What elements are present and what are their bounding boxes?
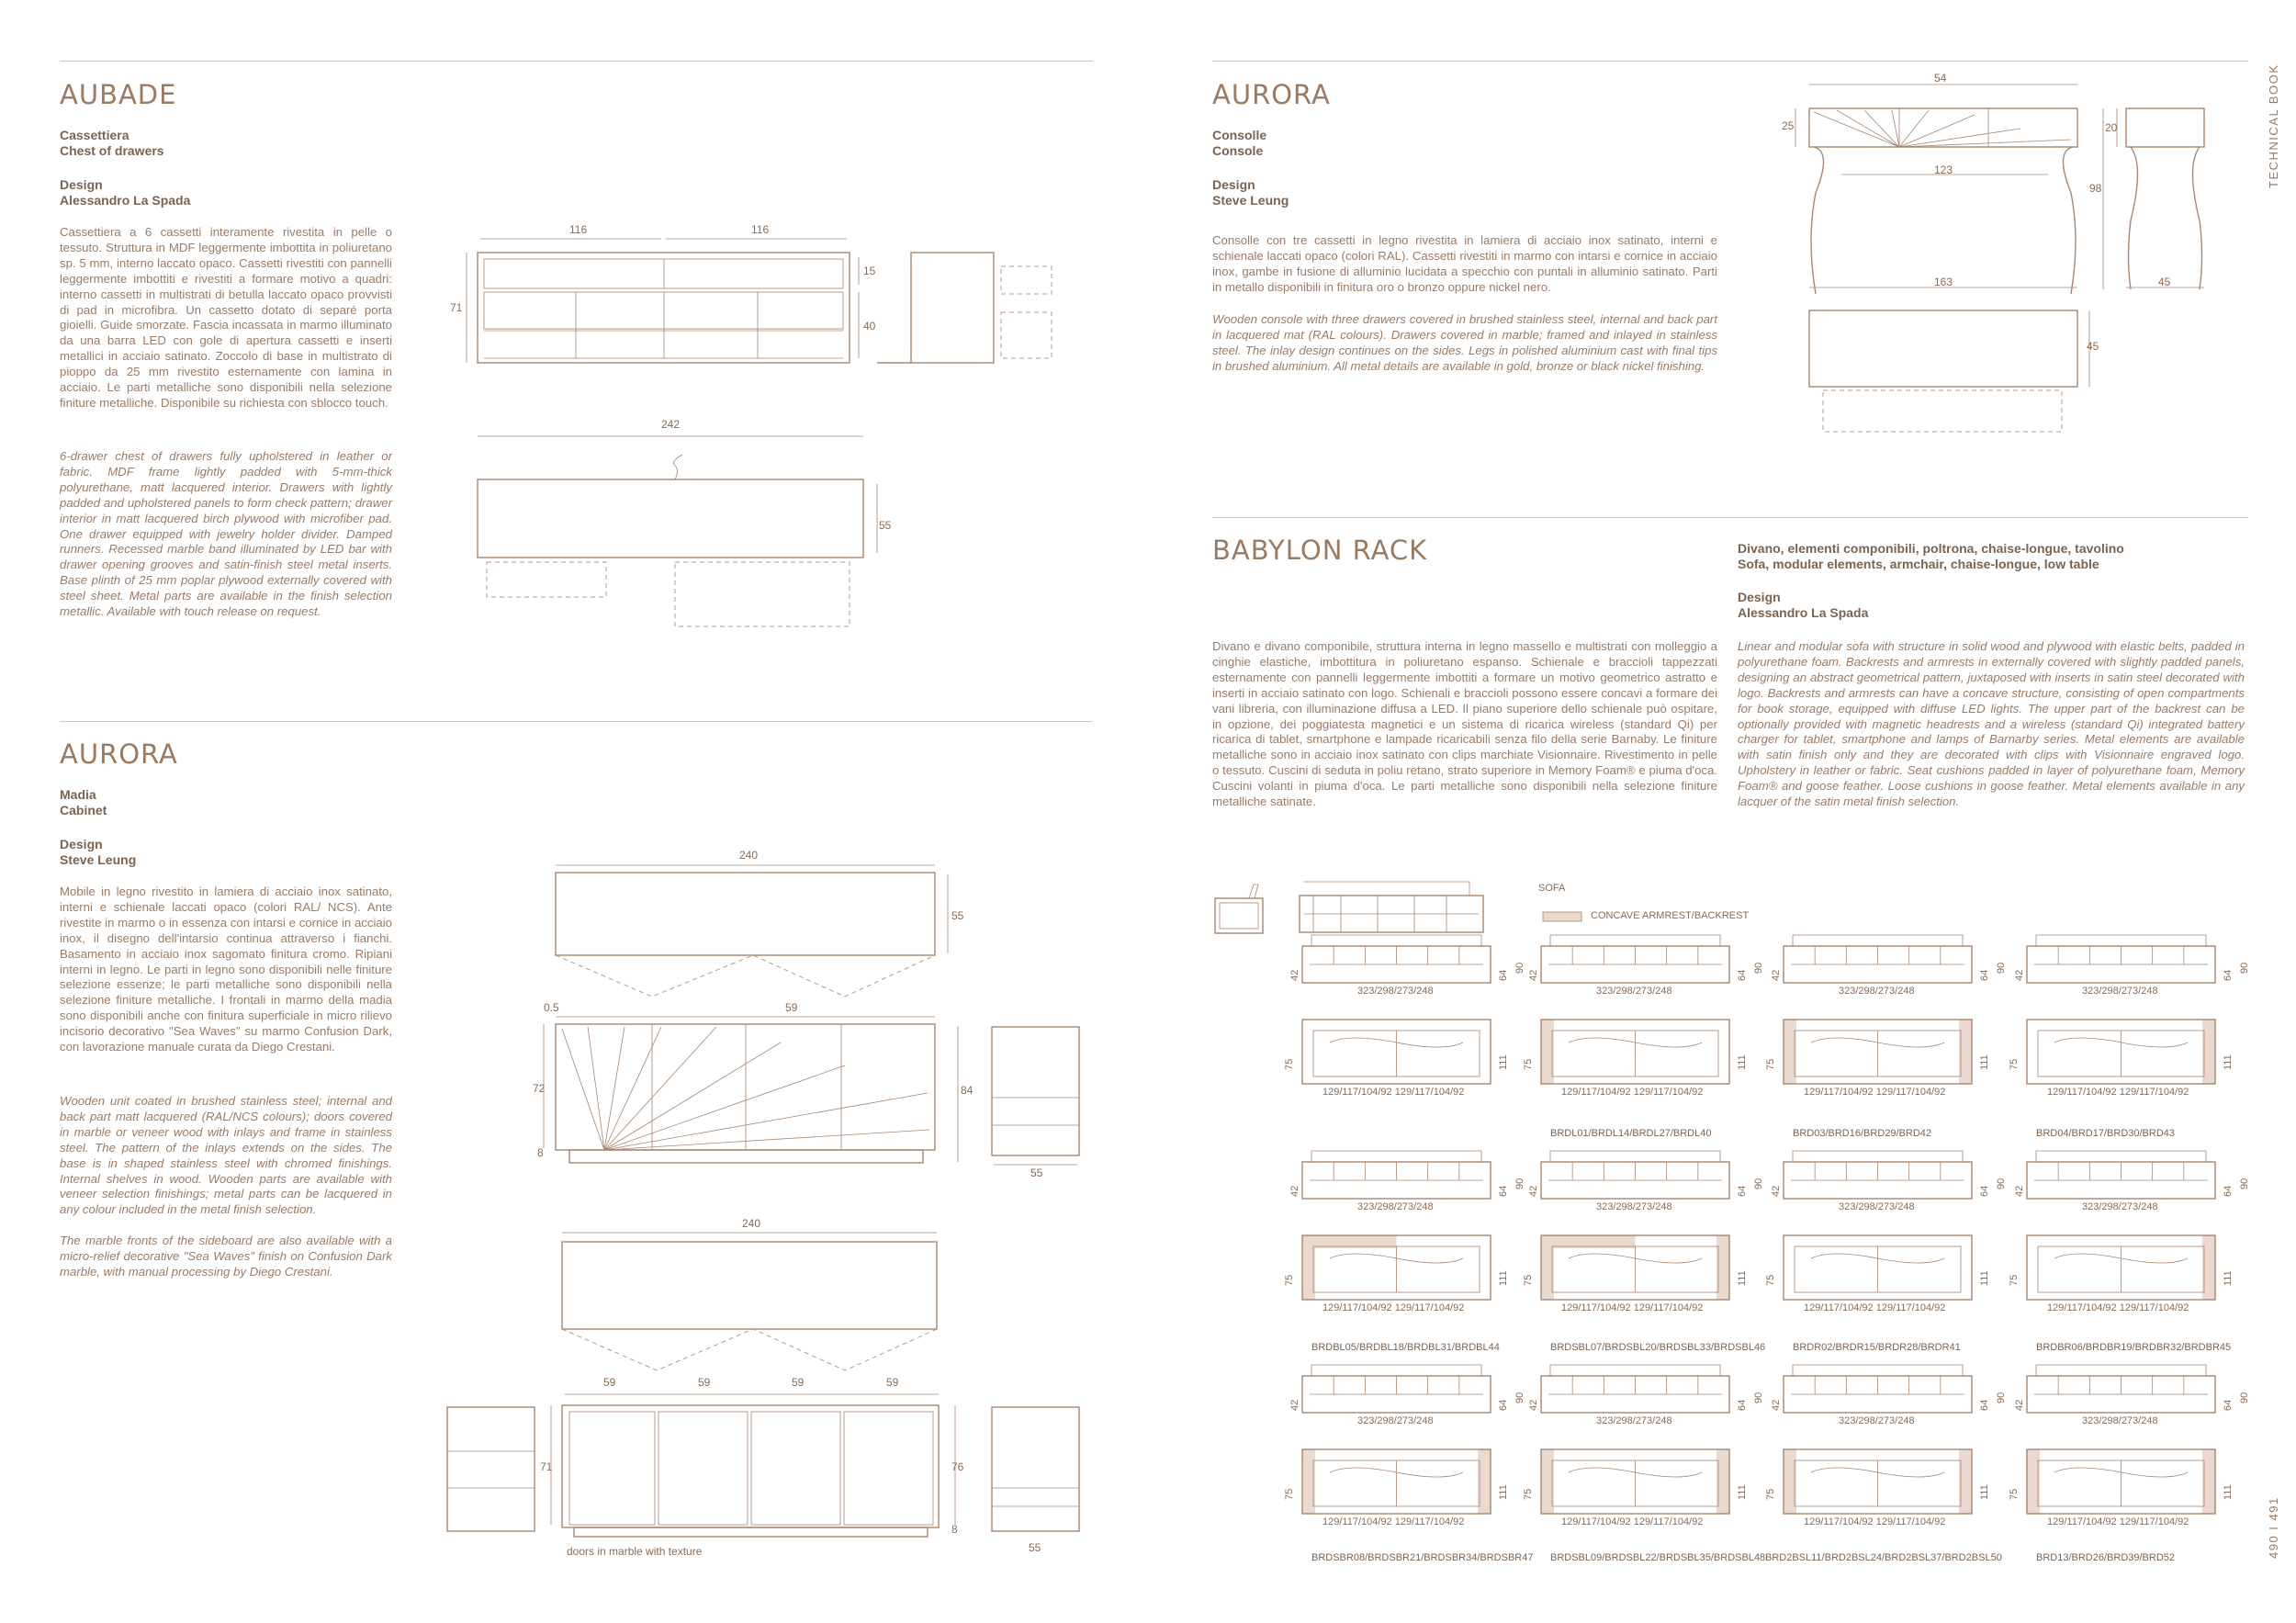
- console-dim-total: 163: [1934, 276, 1953, 288]
- sofa-depth-label: 129/117/104/92 129/117/104/92: [1804, 1516, 1946, 1527]
- sofa-code-label: BRDSBL09/BRDSBL22/BRDSBL35/BRDSBL48: [1550, 1552, 1766, 1563]
- sofa-h64-label: 64: [1498, 1399, 1509, 1411]
- legend-sofa: SOFA: [1538, 883, 1566, 894]
- sofa-depth-label: 129/117/104/92 129/117/104/92: [1322, 1302, 1465, 1313]
- sofa-h42-label: 42: [1289, 969, 1300, 981]
- sofa-code-label: BRD03/BRD16/BRD29/BRD42: [1793, 1128, 1932, 1139]
- sofa-h90-label: 90: [1996, 962, 2007, 974]
- sofa-h75-label: 75: [2009, 1274, 2020, 1286]
- sofa-code-label: BRDSBL07/BRDSBL20/BRDSBL33/BRDSBL46: [1550, 1342, 1766, 1353]
- technical-book-label: TECHNICAL BOOK: [2267, 63, 2280, 188]
- console-dim-h98: 98: [2089, 182, 2102, 195]
- console-dim-side: 45: [2158, 276, 2171, 288]
- aurora-cabinet-top-drawing-2: [562, 1233, 937, 1370]
- sofa-width-label: 323/298/273/248: [1596, 1201, 1672, 1212]
- aurora-console-design: Design Steve Leung: [1212, 177, 1289, 208]
- sofa-width-label: 323/298/273/248: [2082, 1201, 2158, 1212]
- sofa-h90-label: 90: [1514, 1392, 1525, 1403]
- aubade-top-drawing: [478, 436, 877, 626]
- cabinet-dim-d2: 59: [698, 1376, 711, 1389]
- sofa-h75-label: 75: [1284, 1488, 1295, 1500]
- sofa-h42-label: 42: [2014, 1399, 2025, 1411]
- sofa-width-label: 323/298/273/248: [1357, 1201, 1434, 1212]
- sofa-h64-label: 64: [1737, 1185, 1748, 1197]
- aurora-console-subtitle: Consolle Console: [1212, 128, 1267, 158]
- cabinet-dim-h76: 76: [951, 1460, 964, 1473]
- console-dim-h25: 25: [1782, 119, 1795, 132]
- aubade-side-drawing: [877, 253, 1052, 363]
- cabinet-dim-top-w: 240: [739, 849, 759, 862]
- aubade-dim-w1: 116: [569, 223, 588, 236]
- sofa-width-label: 323/298/273/248: [1357, 986, 1434, 997]
- sofa-depth-label: 129/117/104/92 129/117/104/92: [1322, 1516, 1465, 1527]
- sofa-h111-label: 111: [2223, 1270, 2234, 1286]
- sofa-width-label: 323/298/273/248: [1839, 1415, 1915, 1426]
- aurora-cabinet-front-drawing: [544, 1017, 958, 1163]
- sofa-width-label: 323/298/273/248: [1839, 1201, 1915, 1212]
- sofa-h64-label: 64: [1498, 969, 1509, 981]
- sofa-depth-label: 129/117/104/92 129/117/104/92: [1561, 1516, 1704, 1527]
- aurora-cabinet-text-en2: The marble fronts of the sideboard are also available with a micro-relief decorative "Sea Waves" finish on Confusion Dark marble, with manual processing by Diego Crestani.: [60, 1234, 392, 1279]
- sofa-code-label: BRDBL05/BRDBL18/BRDBL31/BRDBL44: [1311, 1342, 1500, 1353]
- aubade-dim-total: 242: [661, 418, 681, 431]
- sofa-h64-label: 64: [1737, 969, 1748, 981]
- aurora-cabinet-side-drawing: [992, 1027, 1079, 1165]
- cabinet-dim-h84: 84: [961, 1084, 974, 1097]
- sofa-depth-label: 129/117/104/92 129/117/104/92: [1804, 1087, 1946, 1098]
- sofa-h75-label: 75: [2009, 1058, 2020, 1070]
- sofa-code-label: BRD2BSL11/BRD2BSL24/BRD2BSL37/BRD2BSL50: [1765, 1552, 2002, 1563]
- cabinet-dim-top-w2: 240: [742, 1217, 761, 1230]
- sofa-depth-label: 129/117/104/92 129/117/104/92: [1561, 1302, 1704, 1313]
- babylon-design: Design Alessandro La Spada: [1738, 590, 1869, 620]
- aurora-console-text-en: Wooden console with three drawers covered in brushed stainless steel, internal and back part in lacquered mat (RAL colours). Drawers covered in marble; framed and inlayed in stainless steel. The inlay design continues on the sides. Legs in polished aluminium cast with final tips in brushed aluminium. All metal details are available in gold, bronze or black nickel finishing.: [1212, 312, 1717, 373]
- sofa-h111-label: 111: [1737, 1054, 1748, 1070]
- aurora-console-side-drawing: [2103, 108, 2204, 289]
- aubade-title: AUBADE: [60, 79, 177, 110]
- sofa-h90-label: 90: [1996, 1178, 2007, 1189]
- aubade-dim-h1: 15: [863, 265, 876, 277]
- aurora-console-text-it: Consolle con tre cassetti in legno rivestita in lamiera di acciaio inox satinato, interni e schienale laccati opaco (colori RAL). Cassetti rivestiti in marmo con intarsi e cornice in acciaio inox, gambe in fusione di alluminio lucidata a specchio con puntali in alluminio satinato. Parti in metallo disponibili in finitura oro o bronzo oppure nickel nero.: [1212, 233, 1717, 294]
- sofa-h75-label: 75: [1284, 1058, 1295, 1070]
- sofa-h90-label: 90: [1753, 1392, 1764, 1403]
- aubade-text-en: 6-drawer chest of drawers fully upholstered in leather or fabric. MDF frame lightly padded with 5-mm-thick polyurethane, matt lacquered interior. Drawers with lightly padded and upholstered panels to form check pattern; drawer interior in matt lacquered birch plywood with microfiber pad. One drawer equipped with jewelry holder divider. Damped runners. Recessed marble band illuminated by LED bar with drawer opening grooves and satin-finish steel metal inserts. Base plinth of 25 mm poplar plywood externally covered with steel sheet. Metal parts are available in the finish selection metallic. Available with touch release on request.: [60, 449, 392, 619]
- sofa-h111-label: 111: [2223, 1054, 2234, 1070]
- sofa-h90-label: 90: [1514, 1178, 1525, 1189]
- aubade-subtitle: Cassettiera Chest of drawers: [60, 128, 164, 158]
- sofa-h42-label: 42: [1771, 1185, 1782, 1197]
- sofa-code-label: BRDR02/BRDR15/BRDR28/BRDR41: [1793, 1342, 1961, 1353]
- babylon-subtitle: Divano, elementi componibili, poltrona, chaise-longue, tavolino Sofa, modular elements, armchair, chaise-longue, low table: [1738, 541, 2124, 571]
- sofa-h75-label: 75: [1284, 1274, 1295, 1286]
- sofa-h75-label: 75: [2009, 1488, 2020, 1500]
- sofa-h111-label: 111: [1498, 1270, 1509, 1286]
- console-dim-h20: 20: [2105, 121, 2118, 134]
- sofa-h75-label: 75: [1523, 1274, 1534, 1286]
- sofa-h90-label: 90: [1514, 962, 1525, 974]
- cabinet-dim-door: 59: [785, 1001, 798, 1014]
- sofa-h75-label: 75: [1765, 1274, 1776, 1286]
- aurora-cabinet-front-drawing-2: [551, 1394, 955, 1537]
- cabinet-dim-side-d: 55: [1030, 1167, 1043, 1179]
- sofa-h111-label: 111: [1979, 1484, 1990, 1500]
- babylon-sofa-grid: [1302, 935, 2215, 1514]
- aurora-console-top-drawing: [1809, 310, 2089, 432]
- sofa-h111-label: 111: [1737, 1270, 1748, 1286]
- sofa-h64-label: 64: [1498, 1185, 1509, 1197]
- sofa-width-label: 323/298/273/248: [2082, 986, 2158, 997]
- cabinet-dim-d3: 59: [792, 1376, 805, 1389]
- cabinet-dim-gap: 0.5: [544, 1001, 559, 1014]
- sofa-h90-label: 90: [1753, 1178, 1764, 1189]
- cabinet-dim-d4: 59: [886, 1376, 899, 1389]
- sofa-h111-label: 111: [1498, 1484, 1509, 1500]
- babylon-text-en: Linear and modular sofa with structure in solid wood and plywood with elastic belts, padded in polyurethane foam. Backrests and armrests in externally covered with slightly padded panels, designing an abstract geometrical pattern, juxtaposed with inserts in satin steel decorated with logo. Backrests and armrests can have a concave structure, consisting of open compartments for book storage, equipped with diffuse LED lights. The upper part of the backrest can be optionally provided with magnetic headrests and a wireless (standard Qi) integrated battery charger for tablet, smartphone and lamps of Barnarby series. Metal elements are available with satin finish only and they are decorated with clips with Visionnaire engraved logo. Upholstery in leather or fabric. Seat cushions padded in layer of polyurethane foam, Memory Foam® and goose feather. Loose cushions in goose feather. Metal elements available in any lacquer of the satin metal finish selection.: [1738, 639, 2245, 809]
- cabinet-dim-base: 8: [537, 1146, 544, 1159]
- sofa-width-label: 323/298/273/248: [2082, 1415, 2158, 1426]
- sofa-h64-label: 64: [1979, 1399, 1990, 1411]
- sofa-h90-label: 90: [1996, 1392, 2007, 1403]
- sofa-code-label: BRDSBR08/BRDSBR21/BRDSBR34/BRDSBR47: [1311, 1552, 1534, 1563]
- sofa-width-label: 323/298/273/248: [1596, 986, 1672, 997]
- aubade-dim-w2: 116: [751, 223, 770, 236]
- aubade-dim-depth: 55: [879, 519, 892, 532]
- sofa-h111-label: 111: [1498, 1054, 1509, 1070]
- aurora-console-front-drawing: [1795, 85, 2077, 294]
- sofa-h42-label: 42: [1528, 1185, 1539, 1197]
- sofa-width-label: 323/298/273/248: [1839, 986, 1915, 997]
- console-dim-inner: 123: [1934, 163, 1953, 176]
- sofa-h64-label: 64: [1979, 1185, 1990, 1197]
- console-dim-depth: 45: [2087, 340, 2099, 353]
- sofa-depth-label: 129/117/104/92 129/117/104/92: [1322, 1087, 1465, 1098]
- aurora-cabinet-top-drawing: [556, 865, 948, 997]
- babylon-legend-drawings: [1215, 882, 1581, 933]
- aubade-design: Design Alessandro La Spada: [60, 177, 191, 208]
- sofa-code-label: BRD04/BRD17/BRD30/BRD43: [2036, 1128, 2176, 1139]
- sofa-h42-label: 42: [1771, 969, 1782, 981]
- sofa-code-label: BRD13/BRD26/BRD39/BRD52: [2036, 1552, 2176, 1563]
- aurora-cabinet-text-it: Mobile in legno rivestito in lamiera di acciaio inox satinato, interni e schienale laccati opaco (colori RAL/ NCS). Ante rivestite in marmo o in essenza con intarsi e cornice in acciaio inox, il disegno dell'intarsio continua attraverso i fianchi. Basamento in acciaio inox sagomato finitura cromo. Ripiani interni in legno. Le parti in legno sono disponibili nelle finiture selezione essenze; le parti metalliche sono disponibili nella selezione finiture metalliche. I frontali in marmo della madia sono disponibili anche con finitura superficiale in micro rilievo incisorio decorativo "Sea Waves" su marmo Confusion Dark, con lavorazione manuale curata da Diego Crestani.: [60, 885, 392, 1054]
- sofa-h42-label: 42: [2014, 1185, 2025, 1197]
- aubade-dim-h: 71: [450, 301, 463, 314]
- legend-concave: CONCAVE ARMREST/BACKREST: [1591, 910, 1750, 921]
- cabinet-dim-h8: 8: [951, 1523, 958, 1536]
- sofa-code-label: BRDL01/BRDL14/BRDL27/BRDL40: [1550, 1128, 1712, 1139]
- aubade-front-drawing: [467, 239, 859, 363]
- babylon-text-it: Divano e divano componibile, struttura interna in legno massello e multistrati con molleggio a cinghie elastiche, imbottitura in poliuretano espanso. Schienale e braccioli tappezzati esternamente con pannelli leggermente imbottiti a formare un motivo geometrico astratto e inserti in acciaio satinato con logo. Schienali e braccioli possono essere concavi a formare dei vani libreria, con illuminazione diffusa a LED. Il piano superiore dello schienale può ospitare, in opzione, dei poggiatesta magnetici e un sistema di ricarica wireless (standard Qi) per ricarica di tablet, smartphone e lampade ricaricabili senza filo della serie Barnaby. Le finiture metalliche sono in acciaio inox satinato con clips marchiate Visionnaire. Rivestimento in pelle o tessuto. Cuscini di seduta in poliu retano, strato superiore in Memory Foam® e piuma d'oca. Cuscini volanti in piuma d'oca. Le parti metalliche sono disponibili nella selezione finiture metalliche satinate.: [1212, 639, 1717, 809]
- sofa-h64-label: 64: [1979, 969, 1990, 981]
- cabinet-dim-top-d: 55: [951, 909, 964, 922]
- sofa-h42-label: 42: [1528, 1399, 1539, 1411]
- cabinet-dim-d1: 59: [603, 1376, 616, 1389]
- sofa-h75-label: 75: [1523, 1058, 1534, 1070]
- sofa-depth-label: 129/117/104/92 129/117/104/92: [2047, 1302, 2189, 1313]
- sofa-h42-label: 42: [1289, 1185, 1300, 1197]
- sofa-width-label: 323/298/273/248: [1357, 1415, 1434, 1426]
- aubade-text-it: Cassettiera a 6 cassetti interamente rivestita in pelle o tessuto. Struttura in MDF leggermente imbottita in poliuretano sp. 5 mm, interno laccato opaco. Cassetti rivestiti con pannelli leggermente imbottiti e rivestiti a formare motivo a quadri: interno cassetti in multistrati di betulla laccato opaco provvisti di pad in microfibra. Un cassetto dotato di separé porta gioielli. Guide smorzate. Fascia incassata in marmo illuminato da una barra LED con gole di apertura cassetti e inserti metallici in acciaio satinato. Zoccolo di base in multistrato di pioppo da 25 mm rivestito esternamente con lamina in acciaio. Le parti metalliche sono disponibili nella selezione finiture metalliche. Disponibile su richiesta con sblocco touch.: [60, 225, 392, 410]
- sofa-code-label: BRDBR06/BRDBR19/BRDBR32/BRDBR45: [2036, 1342, 2232, 1353]
- sofa-h42-label: 42: [1528, 969, 1539, 981]
- sofa-h64-label: 64: [2223, 1185, 2234, 1197]
- cabinet-dim-side-d2: 55: [1029, 1541, 1041, 1554]
- sofa-h42-label: 42: [2014, 969, 2025, 981]
- sofa-h90-label: 90: [2239, 1392, 2250, 1403]
- sofa-h111-label: 111: [1979, 1270, 1990, 1286]
- sofa-width-label: 323/298/273/248: [1596, 1415, 1672, 1426]
- sofa-h111-label: 111: [1737, 1484, 1748, 1500]
- aurora-cabinet-title: AURORA: [60, 738, 178, 770]
- sofa-h111-label: 111: [2223, 1484, 2234, 1500]
- sofa-h75-label: 75: [1765, 1058, 1776, 1070]
- sofa-h42-label: 42: [1771, 1399, 1782, 1411]
- sofa-h64-label: 64: [2223, 969, 2234, 981]
- sofa-h64-label: 64: [1737, 1399, 1748, 1411]
- cabinet-caption: doors in marble with texture: [567, 1545, 703, 1558]
- babylon-title: BABYLON RACK: [1212, 535, 1428, 566]
- sofa-h75-label: 75: [1523, 1488, 1534, 1500]
- sofa-depth-label: 129/117/104/92 129/117/104/92: [1804, 1302, 1946, 1313]
- sofa-h90-label: 90: [2239, 1178, 2250, 1189]
- sofa-depth-label: 129/117/104/92 129/117/104/92: [1561, 1087, 1704, 1098]
- aurora-console-title: AURORA: [1212, 79, 1331, 110]
- sofa-h90-label: 90: [2239, 962, 2250, 974]
- aurora-cabinet-text-en: Wooden unit coated in brushed stainless steel; internal and back part matt lacquered (RAL/NCS colours); doors covered in marble or veneer wood with inlays and frame in stainless steel. The pattern of the inlays extends on the sides. The base is in shaped stainless steel with chromed finishings. Internal shelves in wood. Wooden parts are available with veneer selection finishings; metal parts can be lacquered in any colour included in the metal finish selection.: [60, 1094, 392, 1217]
- sofa-h75-label: 75: [1765, 1488, 1776, 1500]
- sofa-h64-label: 64: [2223, 1399, 2234, 1411]
- sofa-depth-label: 129/117/104/92 129/117/104/92: [2047, 1516, 2189, 1527]
- cabinet-dim-h72: 72: [533, 1082, 546, 1095]
- sofa-h42-label: 42: [1289, 1399, 1300, 1411]
- page-numbers: 490 I 491: [2267, 1496, 2280, 1559]
- cabinet-dim-h71: 71: [540, 1460, 553, 1473]
- aubade-dim-h2: 40: [863, 320, 876, 332]
- sofa-h111-label: 111: [1979, 1054, 1990, 1070]
- sofa-h90-label: 90: [1753, 962, 1764, 974]
- aurora-cabinet-design: Design Steve Leung: [60, 837, 137, 867]
- console-dim-drawer: 54: [1934, 72, 1947, 85]
- sofa-depth-label: 129/117/104/92 129/117/104/92: [2047, 1087, 2189, 1098]
- aurora-cabinet-subtitle: Madia Cabinet: [60, 787, 107, 817]
